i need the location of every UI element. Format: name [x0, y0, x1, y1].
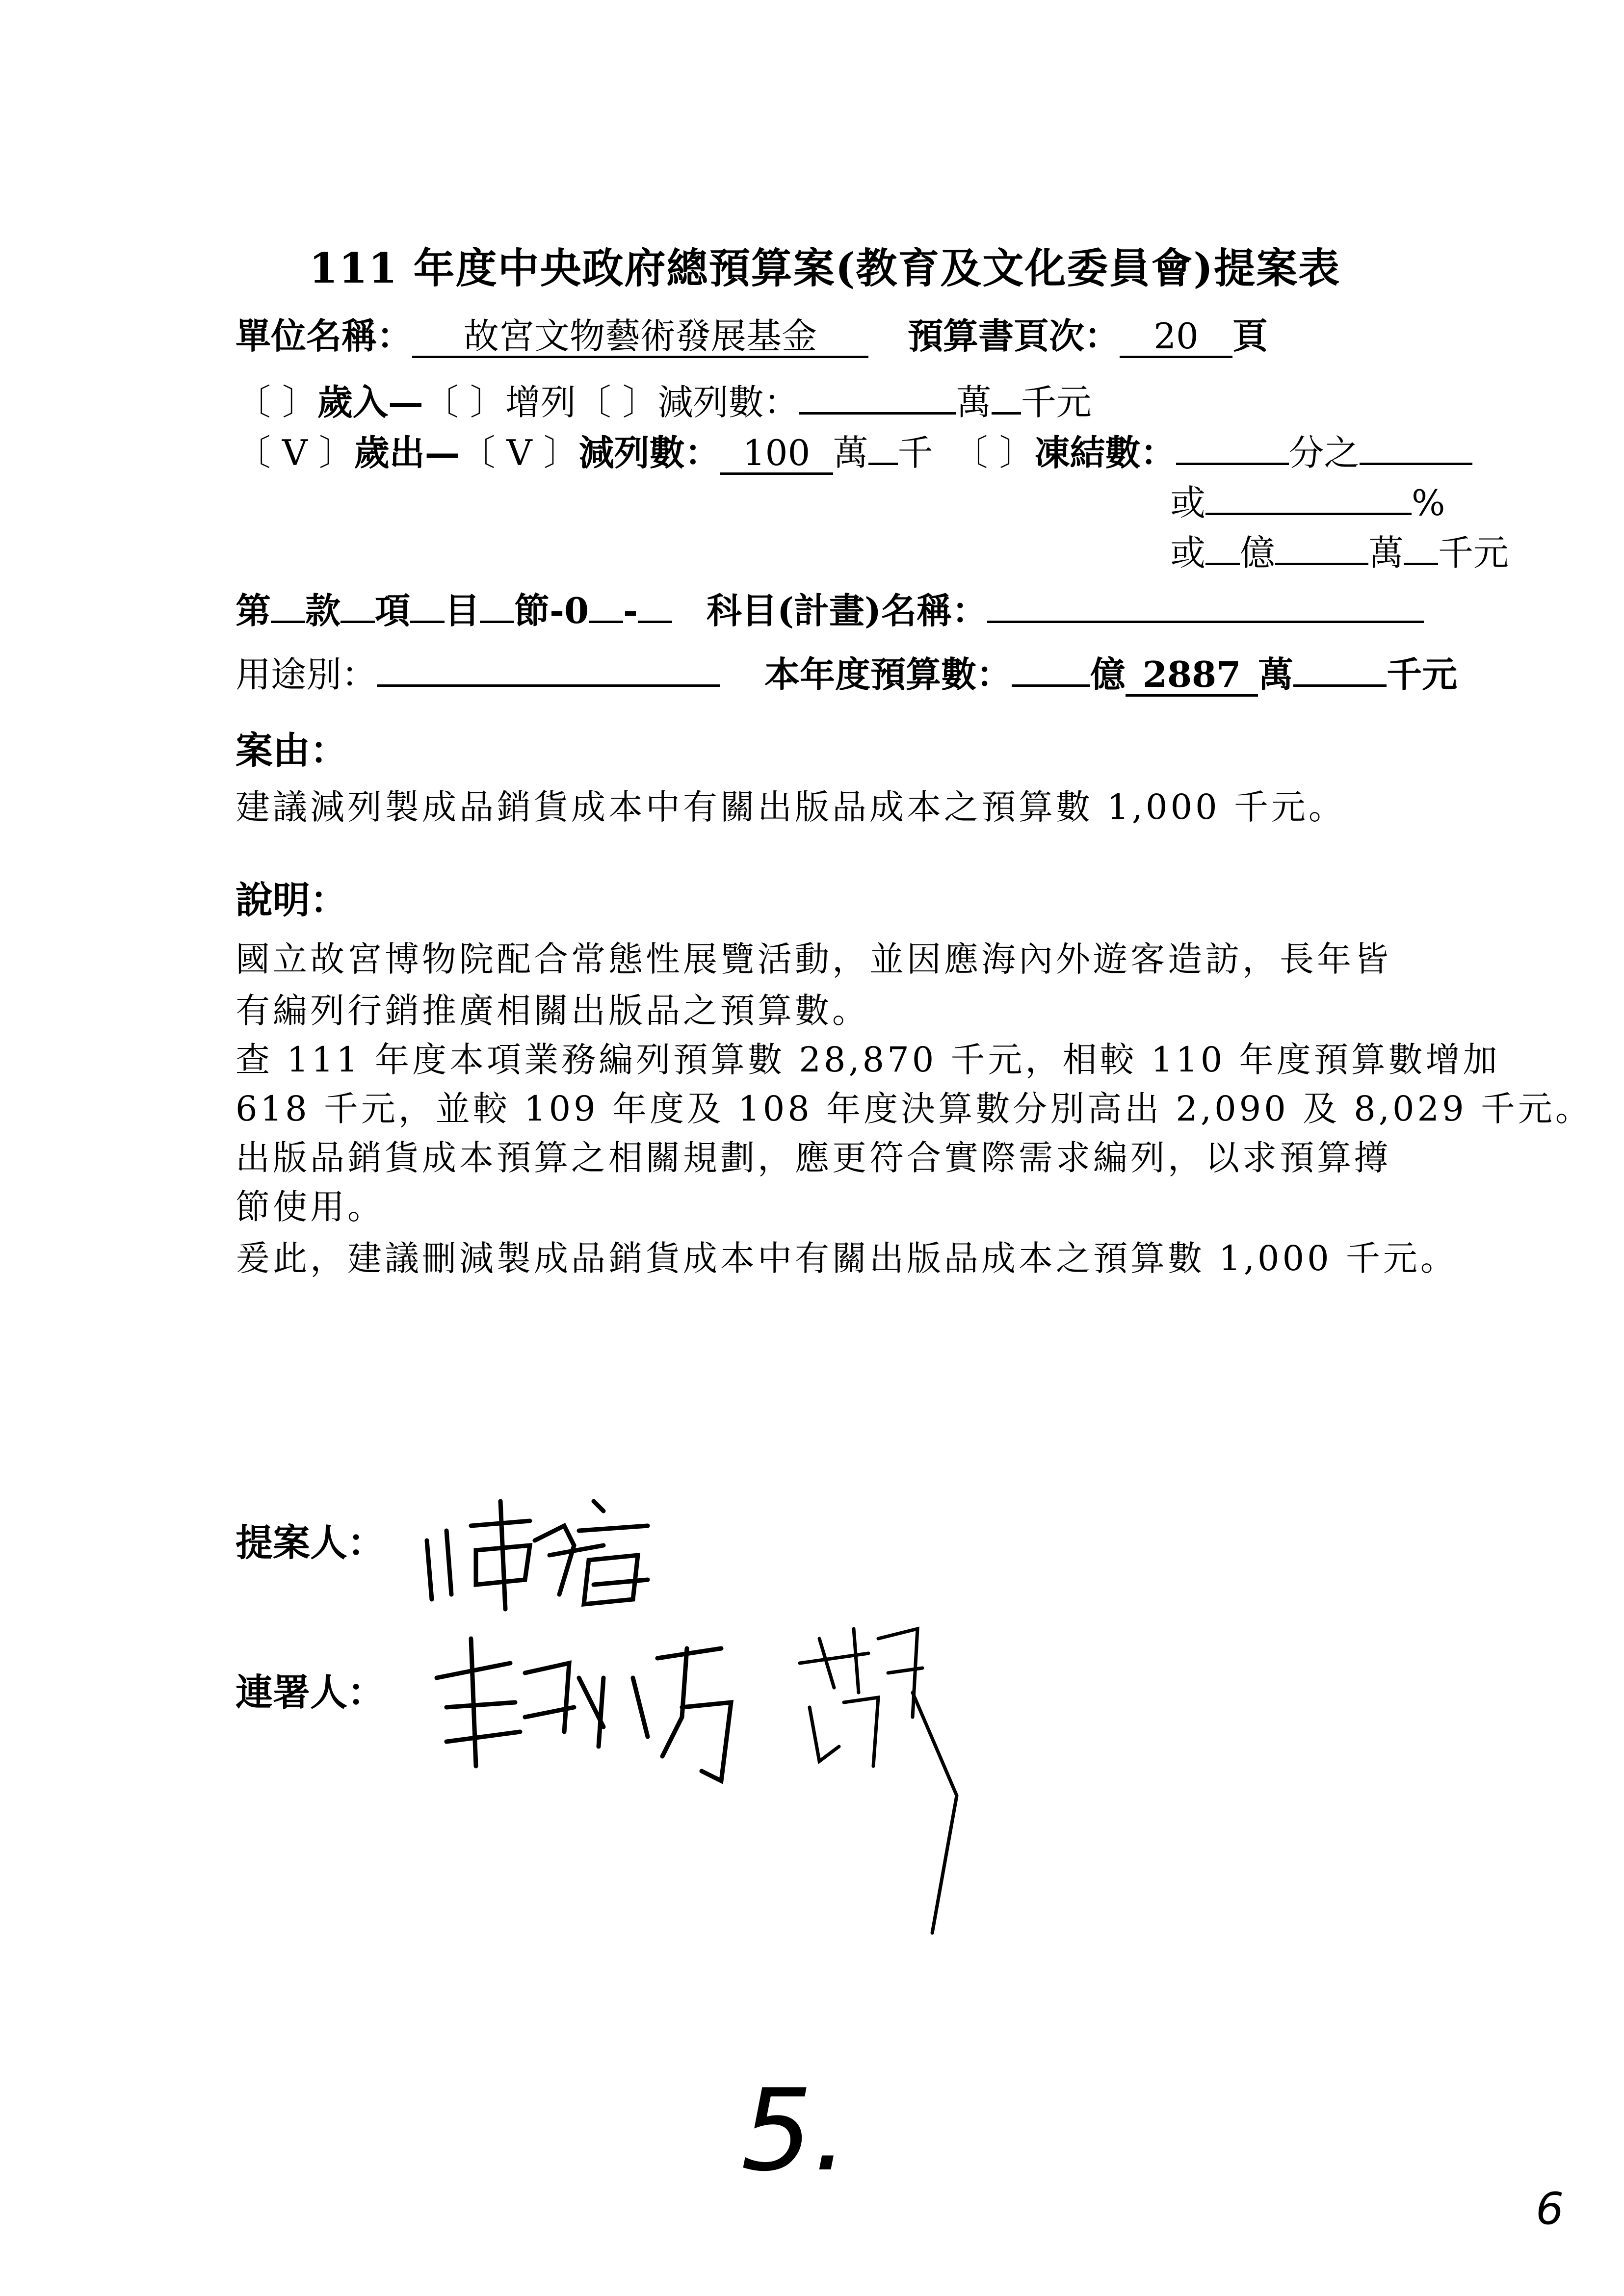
explanation-heading: 說明：: [236, 878, 347, 922]
alt-percent-row: [1170, 481, 1445, 525]
blank: [1293, 684, 1387, 687]
subject-label: 科目(計畫)名稱：: [706, 590, 988, 631]
cosigner-signatures: [427, 1619, 1016, 1938]
usage-row: [236, 652, 1457, 697]
page-label: 預算書頁次：: [908, 315, 1120, 357]
explanation-line: 618 千元，並較 109 年度及 108 年度決算數分別高出 2,090 及 8,029 千元。: [236, 1089, 1593, 1129]
revenue-increase: 〔 〕增列: [423, 382, 576, 423]
revenue-decrease: 〔 〕減列數：: [576, 382, 799, 423]
blank: [992, 412, 1021, 415]
explanation-line: 查 111 年度本項業務編列預算數 28,870 千元，相較 110 年度預算數增加: [236, 1040, 1500, 1080]
blank: [271, 621, 305, 623]
blank: [868, 463, 898, 465]
unit-value: 故宮文物藝術發展基金: [412, 316, 868, 358]
revenue-row: [236, 380, 1092, 424]
blank: [1176, 463, 1289, 465]
form-title: 111 年度中央政府總預算案(教育及文化委員會)提案表: [309, 244, 1341, 292]
budget-label: 本年度預算數：: [764, 653, 1012, 695]
blank: [341, 621, 375, 623]
blank: [410, 621, 445, 623]
fraction-label: 分之: [1288, 432, 1360, 473]
revenue-blank: [799, 412, 956, 415]
blank: [1205, 563, 1240, 565]
usage-blank: [377, 684, 720, 687]
di-label: 第: [236, 590, 271, 631]
blank: [1360, 463, 1472, 465]
blank: [1205, 513, 1412, 515]
yi-label: 億: [1240, 532, 1276, 574]
expense-decrease-value: 100: [720, 433, 833, 475]
explanation-line: 節使用。: [236, 1187, 385, 1227]
or-label: 或: [1170, 482, 1206, 523]
yi-label: 億: [1090, 653, 1126, 695]
freeze-label: 凍結數：: [1034, 432, 1176, 473]
mu-label: 目: [445, 590, 480, 631]
proposer-label: 提案人：: [236, 1521, 385, 1565]
or-label: 或: [1170, 532, 1206, 574]
expense-row: [236, 431, 1472, 475]
expense-decrease-checkbox: 〔 V 〕: [460, 432, 579, 473]
expense-wan: 萬: [833, 432, 868, 473]
explanation-line: 出版品銷貨成本預算之相關規劃，應更符合實際需求編列，以求預算撙: [236, 1138, 1391, 1178]
jie-label: 節-0: [514, 590, 589, 631]
explanation-line: 國立故宮博物院配合常態性展覽活動，並因應海內外遊客造訪，長年皆: [236, 939, 1391, 979]
expense-qian: 千: [897, 432, 933, 473]
blank: [480, 621, 514, 623]
blank: [1012, 684, 1090, 687]
alt-amount-row: [1170, 531, 1509, 575]
kuan-label: 款: [305, 590, 341, 631]
revenue-qian: 千元: [1021, 382, 1092, 423]
xiang-label: 項: [375, 590, 411, 631]
qian-label: 千元: [1387, 653, 1458, 695]
page-value: 20: [1120, 316, 1232, 358]
blank: [638, 621, 672, 623]
page-number: 6: [1536, 2183, 1564, 2235]
wan-label: 萬: [1368, 532, 1404, 574]
page-unit: 頁: [1232, 315, 1268, 357]
unit-label: 單位名稱：: [236, 315, 413, 357]
revenue-checkbox: 〔 〕: [236, 382, 317, 423]
proposer-signature: [417, 1472, 692, 1619]
blank: [589, 621, 623, 623]
usage-label: 用途別：: [236, 654, 377, 695]
blank: [1404, 563, 1438, 565]
dash: -: [623, 590, 638, 631]
revenue-label: 歲入—: [317, 381, 423, 423]
expense-checkbox: 〔 V 〕: [236, 432, 354, 473]
freeze-checkbox: 〔 〕: [952, 432, 1035, 473]
explanation-line: 爰此，建議刪減製成品銷貨成本中有關出版品成本之預算數 1,000 千元。: [236, 1238, 1458, 1278]
reason-heading: 案由：: [236, 729, 347, 772]
blank: [1275, 563, 1368, 565]
expense-label: 歲出—: [354, 432, 460, 473]
expense-decrease-label: 減列數：: [578, 432, 720, 473]
section-row: [236, 589, 1424, 633]
explanation-line: 有編列行銷推廣相關出版品之預算數。: [236, 991, 869, 1031]
cosigner-label: 連署人：: [236, 1670, 385, 1714]
revenue-wan: 萬: [956, 382, 992, 423]
subject-blank: [987, 621, 1424, 623]
budget-wan-value: 2887: [1126, 655, 1258, 697]
reason-text: 建議減列製成品銷貨成本中有關出版品成本之預算數 1,000 千元。: [236, 787, 1346, 827]
percent-label: %: [1412, 482, 1445, 523]
handwritten-number: 5.: [741, 2065, 849, 2196]
qian-label: 千元: [1438, 532, 1509, 574]
wan-label: 萬: [1258, 653, 1294, 695]
unit-row: [236, 314, 1268, 358]
